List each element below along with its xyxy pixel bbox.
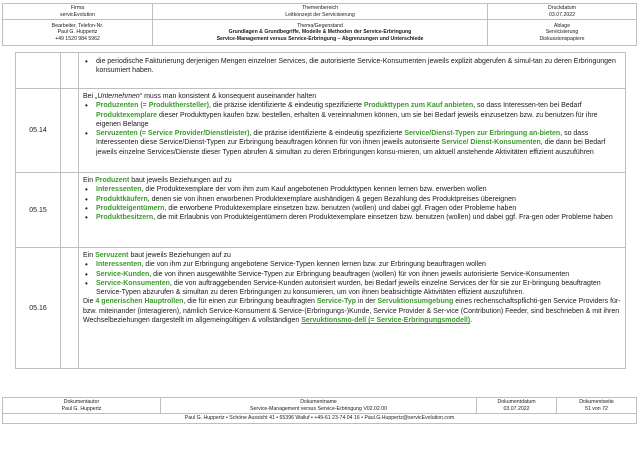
header-firma-label: Firma xyxy=(70,5,85,11)
row-content-cell xyxy=(79,53,626,89)
row-content-cell xyxy=(79,89,626,173)
table-row xyxy=(16,89,626,173)
header-thema-line1: Grundlagen & Grundbegriffe, Modelle & Methoden der Service-Erbringung xyxy=(228,29,412,36)
row-intro: Ein Servuzent baut jeweils Beziehungen auf zu xyxy=(83,252,231,259)
header-druckdatum-cell xyxy=(488,4,637,20)
footer-contact: Paul G. Huppertz • Schöne Aussicht 41 • 65396 Walluf • +49-61 23-74 04 16 • Paul.G.Huppertz@servicEvolution.com xyxy=(3,414,637,424)
footer-datum-cell xyxy=(477,398,557,414)
footer-seite-label: Dokumentseite xyxy=(579,399,614,405)
header-bearbeiter-phone: +49 1520 984 5962 xyxy=(55,35,100,42)
table-row xyxy=(16,248,626,369)
row-number: 05.15 xyxy=(16,173,61,248)
row-content-cell xyxy=(79,248,626,369)
footer-autor-cell xyxy=(3,398,161,414)
list-item: • Produktkäufern, denen sie von ihnen erworbenen Produktexemplare aushändigen & gegen Bezahlung des Produktpreises übereignen xyxy=(83,195,621,204)
header-firma-value: servicEvolution xyxy=(60,11,95,18)
row-spacer-cell xyxy=(61,248,79,369)
row-number xyxy=(16,53,61,89)
header-bearbeiter-label: Bearbeiter, Telefon-Nr. xyxy=(51,22,104,29)
footer-seite-cell xyxy=(557,398,637,414)
header-druckdatum-label: Druckdatum xyxy=(548,5,576,11)
header-themenbereich-cell xyxy=(153,4,488,20)
footer-autor-label: Dokumentautor xyxy=(63,399,100,405)
footer-seite-value: 51 von 72 xyxy=(585,405,608,412)
header-thema-cell xyxy=(153,20,488,46)
list-item: • Produzenten (= Produkthersteller), die präzise identifizierte & eindeutig spezifizierte Produkttypen zum Kauf anbieten, so dass Interessen-ten bei Bedarf Produktexemplare dieser Produkttypen kaufen bzw. bestellen, erhalten & vereinnahmen können, um sie bei Bedarf jeweils einzusetzen bzw. zu benutzen für ihre eigenen Belange xyxy=(83,101,621,129)
row-spacer-cell xyxy=(61,173,79,248)
list-item: • Servuzenten (= Service Provider/Dienstleister), die präzise identifizierte & eindeutig spezifizierte Service/Dienst-Typen zur Erbringung an-bieten, so dass Interessenten diese Service/Dienst-Typen zur Erbringung beauftragen können für von ihnen jeweils autorisierte Service/ Dienst-Konsumenten, die dann bei Bedarf jeweils einzelne Services/Dienste dieser Typen abrufen & simultan zu deren Erbringungen konsu-mieren, um aktuell anstehende Aktivitäten effizient auszuführen xyxy=(83,129,621,157)
list-item: • Interessenten, die Produktexemplare der vom ihm zum Kauf angebotenen Produkttypen kennen lernen bzw. erwerben wollen xyxy=(83,185,621,194)
document-footer xyxy=(2,397,637,424)
header-bearbeiter-name: Paul G. Huppertz xyxy=(57,29,98,36)
header-druckdatum-value: 03.07.2022 xyxy=(549,11,575,18)
content-table xyxy=(15,52,626,369)
header-ablage-line2: Diskussionspapiere xyxy=(539,35,585,42)
row-content-cell xyxy=(79,173,626,248)
row-spacer-cell xyxy=(61,53,79,89)
header-thema-line2: Service-Management versus Service-Erbringung – Abgrenzungen und Unterschiede xyxy=(216,35,424,42)
row-spacer-cell xyxy=(61,89,79,173)
row-number: 05.16 xyxy=(16,248,61,369)
header-ablage-line1: Servicisierung xyxy=(545,29,579,36)
list-item: • die periodische Fakturierung derjenigen Mengen einzelner Services, die autorisierte Service-Konsumenten jeweils explizit abgerufen & simul-tan zu deren Erbringungen konsumiert haben. xyxy=(83,57,621,76)
header-themenbereich-value: Leitkonzept der Servicisierung xyxy=(285,11,355,18)
header-themenbereich-label: Themenbereich xyxy=(301,5,339,11)
footer-datum-label: Dokumentdatum xyxy=(497,399,536,405)
row-paragraph: Die 4 generischen Hauptrollen, die für einen zur Erbringung beauftragten Service-Typ in der Servuktionsumgebung eines rechenschaftspflichti-gen Service Providers für- bzw. miteinander (interagieren), nämlich Service-Konsument & Service-(Erbringungs-)Kunde, Service Provider & Ser-vice (Contribution) Feeder, sind beschrieben & mit ihren Wechselbeziehungen dargestellt im allgemeingültigen & vollständigen Servuktionsmo-dell (= Service-Erbringungsmodell). xyxy=(83,298,621,325)
row-intro: Bei „Unternehmen“ muss man konsistent & konsequent auseinander halten xyxy=(83,93,317,100)
list-item: • Produktbesitzern, die mit Erlaubnis von Produkteigentümern deren Produktexemplare einsetzen bzw. benutzen (wollen) und dabei ggf. Fra-gen oder Probleme haben xyxy=(83,213,621,222)
list-item: • Service-Konsumenten, die von auftraggebenden Service-Kunden autorisiert wurden, bei Bedarf jeweils einzelne Services der für sie zur Er-bringung beauftragten Service-Typen abzurufen & simultan zu deren Erbringungen zu konsumieren, um von ihnen beabsichtigte Aktivitäten effizient auszuführen. xyxy=(83,279,621,298)
header-ablage-label: Ablage xyxy=(553,22,571,29)
header-bearbeiter-cell xyxy=(3,20,153,46)
footer-name-label: Dokumentname xyxy=(300,399,337,405)
footer-name-value: Service-Management versus Service-Erbringung V02.02.00 xyxy=(250,405,387,412)
list-item: • Produkteigentümern, die erworbene Produktexemplare einsetzen bzw. benutzen (wollen) und dabei ggf. Fragen oder Probleme haben xyxy=(83,204,621,213)
footer-datum-value: 03.07.2022 xyxy=(503,405,530,412)
header-ablage-cell xyxy=(488,20,637,46)
table-row xyxy=(16,173,626,248)
row-number: 05.14 xyxy=(16,89,61,173)
list-item: • Service-Kunden, die von ihnen ausgewählte Service-Typen zur Erbringung beauftragen (wollen) für von ihnen jeweils autorisierte Service-Konsumenten xyxy=(83,270,621,279)
header-firma-cell xyxy=(3,4,153,20)
table-row xyxy=(16,53,626,89)
document-header xyxy=(2,3,637,46)
footer-autor-value: Paul G. Huppertz xyxy=(61,405,102,412)
row-intro: Ein Produzent baut jeweils Beziehungen auf zu xyxy=(83,177,232,184)
list-item: • Interessenten, die von ihm zur Erbringung angebotene Service-Typen kennen lernen bzw. zur Erbringung beauftragen wollen xyxy=(83,260,621,269)
header-thema-label: Thema/Gegenstand xyxy=(297,22,343,29)
footer-name-cell xyxy=(161,398,477,414)
